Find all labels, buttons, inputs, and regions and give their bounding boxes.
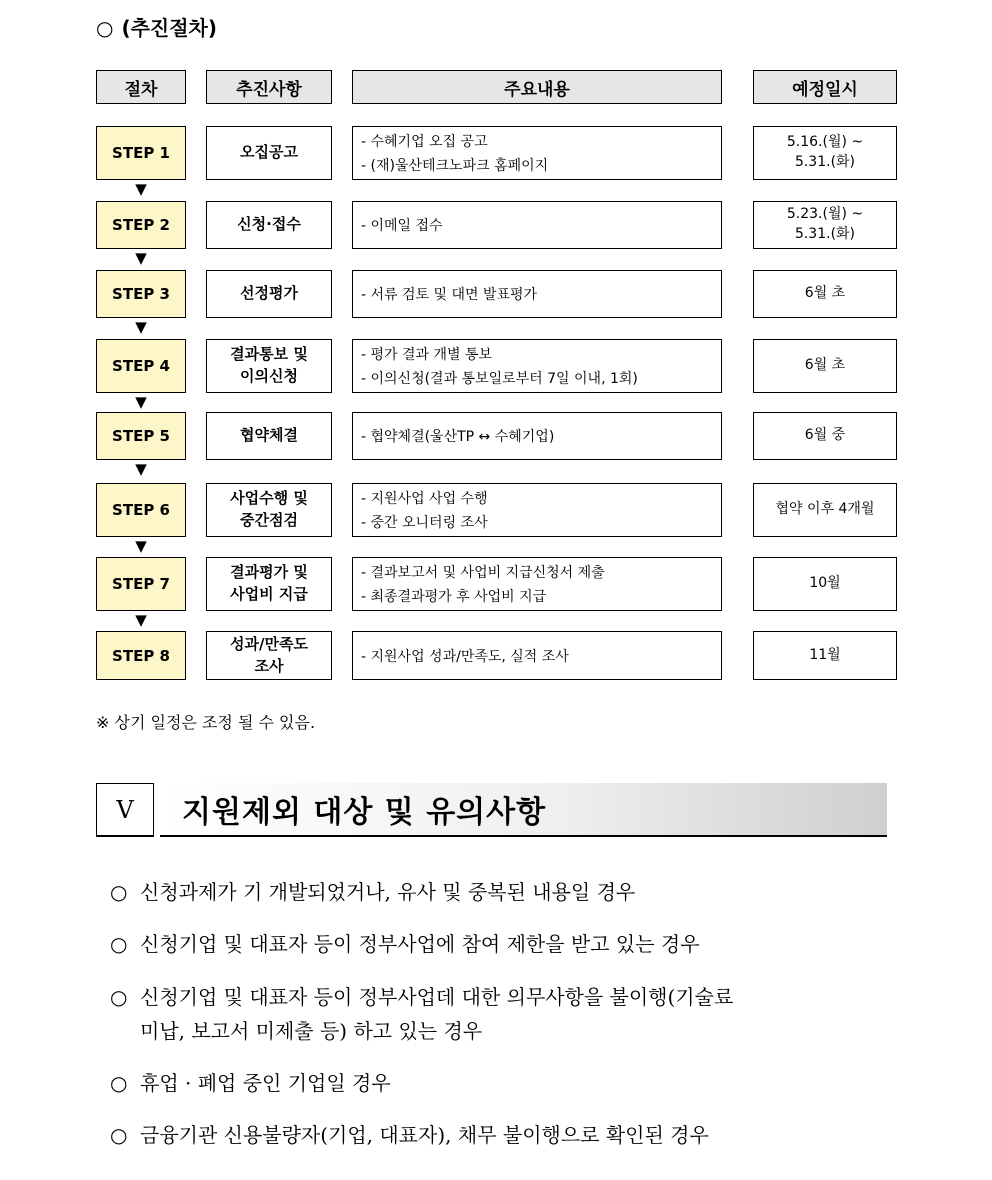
step-content-line: - (재)울산테크노파크 홈페이지 [361, 158, 549, 174]
step-date-line: 협약 이후 4개월 [775, 501, 875, 518]
step-label: STEP 8 [96, 631, 186, 680]
list-item [110, 927, 700, 961]
step-contents [352, 126, 722, 180]
step-date-line: 6월 초 [804, 357, 846, 374]
header-step: 절차 [96, 70, 186, 104]
step-date-line: 5.16.(월) ~ [786, 134, 864, 151]
down-arrow-icon: ▼ [135, 180, 147, 198]
down-arrow-icon: ▼ [135, 537, 147, 555]
list-item [110, 875, 635, 909]
section-v-number-box [96, 783, 154, 837]
step-action-line: 조사 [254, 656, 284, 675]
step-action-line: 협약체결 [240, 426, 298, 445]
step-action-line: 사업수행 및 [230, 489, 308, 508]
section-heading-text: (추진절차) [121, 16, 218, 40]
list-item [110, 980, 733, 1014]
step-content-line: - 이메일 접수 [361, 218, 443, 234]
list-item [110, 1066, 391, 1100]
down-arrow-icon: ▼ [135, 611, 147, 629]
step-action-line: 선정평가 [240, 284, 298, 303]
step-date-line: 5.23.(월) ~ [786, 206, 864, 223]
step-action [206, 483, 332, 537]
step-label: STEP 4 [96, 339, 186, 393]
list-item-continuation [140, 1014, 482, 1048]
circle-bullet-icon: ○ [110, 1123, 128, 1147]
step-action [206, 201, 332, 249]
step-label: STEP 2 [96, 201, 186, 249]
header-action: 추진사항 [206, 70, 332, 104]
step-content-line: - 지원사업 성과/만족도, 실적 조사 [361, 648, 569, 665]
step-date [753, 126, 897, 180]
step-date-line: 6월 초 [804, 285, 846, 302]
step-date [753, 483, 897, 537]
step-action-line: 결과평가 및 [230, 563, 308, 582]
step-contents [352, 631, 722, 680]
step-date-line: 5.31.(화) [794, 226, 856, 242]
step-contents [352, 339, 722, 393]
section-v-title-bar [160, 783, 887, 837]
circle-bullet-icon: ○ [110, 880, 128, 904]
step-date [753, 412, 897, 460]
list-item-text: 휴업 · 폐업 중인 기업일 경우 [140, 1071, 391, 1095]
step-content-line: - 이의신청(결과 통보일로부터 7일 이내, 1회) [361, 371, 638, 387]
down-arrow-icon: ▼ [135, 460, 147, 478]
step-action-line: 성과/만족도 [230, 634, 308, 653]
step-action-line: 이의신청 [240, 367, 298, 385]
list-item [110, 1118, 709, 1152]
list-item-text: 신청기업 및 대표자 등이 정부사업데 대한 의무사항을 불이행(기술료 [140, 985, 734, 1009]
list-item-text: 금융기관 신용불량자(기업, 대표자), 채무 불이행으로 확인된 경우 [140, 1123, 709, 1147]
section-v-title: 지원제외 대상 및 유의사항 [182, 795, 547, 830]
step-date-line: 6월 중 [804, 427, 846, 444]
step-date [753, 631, 897, 680]
circle-bullet-icon: ○ [110, 932, 128, 956]
step-action-line: 중간점검 [240, 511, 298, 529]
step-content-line: - 평가 결과 개별 통보 [361, 347, 493, 363]
step-date [753, 557, 897, 611]
section-heading [96, 12, 217, 41]
step-action [206, 270, 332, 318]
step-action [206, 412, 332, 460]
list-item-text: 신청과제가 기 개발되었거나, 유사 및 중복된 내용일 경우 [140, 880, 636, 904]
circle-bullet-icon: ○ [96, 16, 114, 40]
step-action-line: 사업비 지급 [230, 585, 308, 603]
step-label: STEP 1 [96, 126, 186, 180]
section-v-number: V [116, 795, 134, 824]
step-label: STEP 7 [96, 557, 186, 611]
step-action [206, 631, 332, 680]
step-action [206, 126, 332, 180]
step-label: STEP 5 [96, 412, 186, 460]
list-item-text: 신청기업 및 대표자 등이 정부사업에 참여 제한을 받고 있는 경우 [140, 932, 700, 956]
step-contents [352, 483, 722, 537]
step-date [753, 339, 897, 393]
down-arrow-icon: ▼ [135, 393, 147, 411]
step-content-line: - 결과보고서 및 사업비 지급신청서 제출 [361, 565, 605, 581]
step-contents [352, 201, 722, 249]
header-date: 예정일시 [753, 70, 897, 104]
step-contents [352, 270, 722, 318]
step-content-line: - 수혜기업 오집 공고 [361, 134, 488, 150]
circle-bullet-icon: ○ [110, 985, 128, 1009]
step-date-line: 5.31.(화) [794, 154, 856, 170]
down-arrow-icon: ▼ [135, 318, 147, 336]
step-date [753, 270, 897, 318]
step-action-line: 신청·접수 [237, 215, 301, 234]
down-arrow-icon: ▼ [135, 249, 147, 267]
step-action [206, 339, 332, 393]
step-content-line: - 서류 검토 및 대면 발표평가 [361, 287, 538, 303]
step-content-line: - 지원사업 사업 수행 [361, 491, 488, 507]
step-action [206, 557, 332, 611]
step-date [753, 201, 897, 249]
step-content-line: - 중간 오니터링 조사 [361, 515, 488, 531]
step-content-line: - 협약체결(울산TP ↔ 수혜기업) [361, 429, 555, 445]
header-content: 주요내용 [352, 70, 722, 104]
step-contents [352, 412, 722, 460]
step-date-line: 11월 [809, 646, 841, 663]
list-item-text: 미납, 보고서 미제출 등) 하고 있는 경우 [140, 1019, 483, 1043]
step-label: STEP 6 [96, 483, 186, 537]
schedule-note: ※ 상기 일정은 조정 될 수 있음. [96, 713, 316, 732]
step-content-line: - 최종결과평가 후 사업비 지급 [361, 589, 547, 605]
step-action-line: 오집공고 [240, 143, 298, 162]
step-date-line: 10월 [809, 575, 841, 592]
step-label: STEP 3 [96, 270, 186, 318]
step-contents [352, 557, 722, 611]
circle-bullet-icon: ○ [110, 1071, 128, 1095]
step-action-line: 결과통보 및 [230, 345, 308, 364]
